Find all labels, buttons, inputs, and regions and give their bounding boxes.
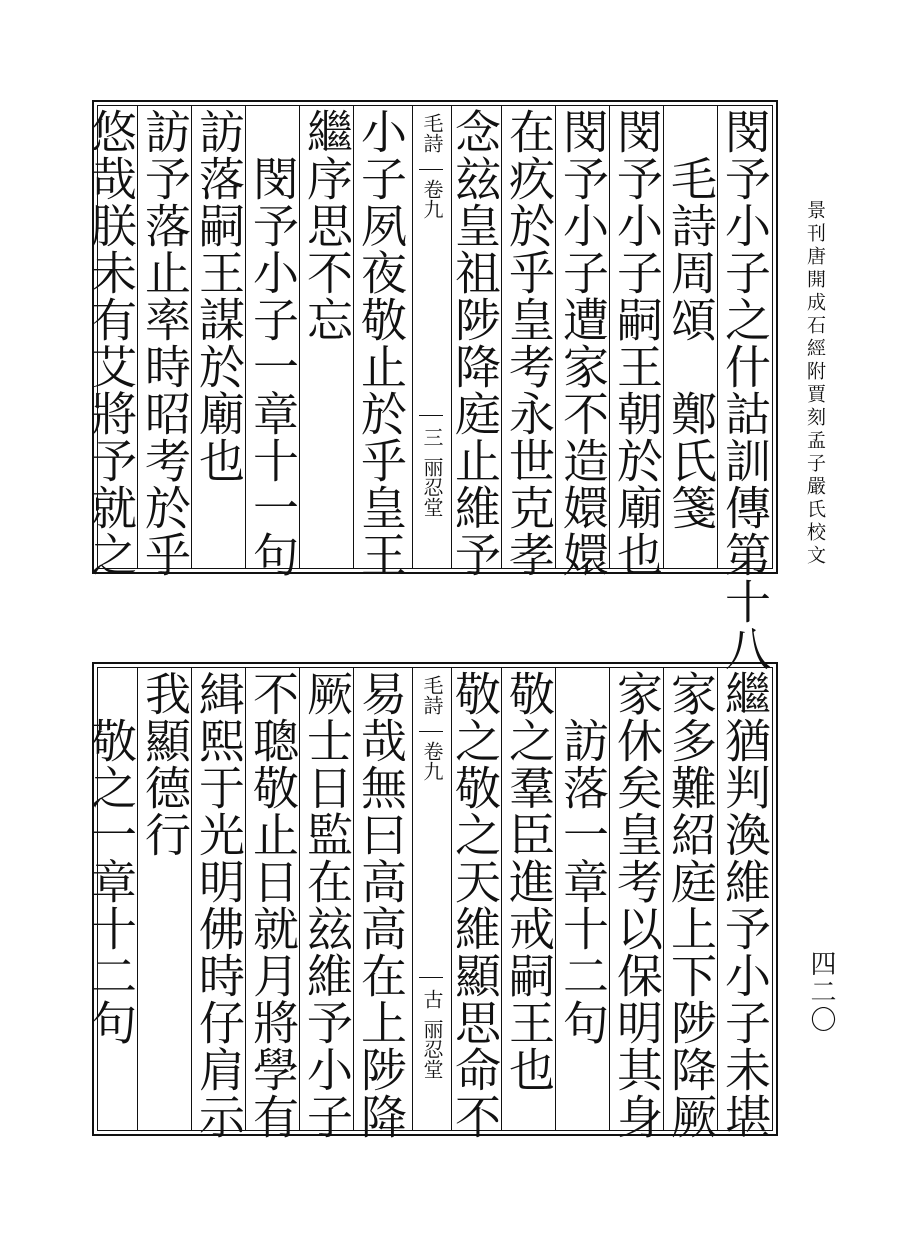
center-margin [412,105,452,569]
text-column: 不聰敬止日就月將學有 [246,670,300,1140]
text-column: 閔予小子遭家不造嬛嬛 [556,108,610,578]
margin-publisher: 丽忍堂 [420,1019,444,1079]
margin-volume: 卷九 [420,179,444,219]
text-column: 繼猶判渙維予小子未堪 [718,670,772,1140]
text-column: 閔予小子嗣王朝於廟也 [610,108,664,578]
text-column: 家多難紹庭上下陟降厥 [664,670,718,1140]
text-column: 訪予落止率時昭考於乎 [138,108,192,578]
text-column: 敬之羣臣進戒嗣王也 [502,670,556,1093]
margin-folio-number: 古 [420,989,444,1009]
text-column: 悠哉朕未有艾將予就之 [84,108,138,578]
text-column: 我顯德行 [138,670,192,858]
center-margin [412,667,452,1131]
margin-folio-number: 三 [420,427,444,447]
text-column: 緝熙于光明佛時仔肩示 [192,670,246,1140]
text-column: 厥士日監在玆維予小子 [300,670,354,1140]
text-column: 繼序思不忘 [300,108,354,343]
text-column: 敬之一章十二句 [84,670,138,1046]
text-column: 毛詩周頌 鄭氏箋 [664,108,718,531]
text-column: 訪落嗣王謀於廟也 [192,108,246,484]
page-number: 四二〇 [806,950,836,1034]
text-column: 小子夙夜敬止於乎皇王 [354,108,408,578]
text-column: 易哉無曰高高在上陟降 [354,670,408,1140]
margin-book-title: 毛詩 [420,113,444,153]
book-series-title: 景刊唐開成石經附賈刻孟子嚴氏校文 [804,200,826,568]
margin-volume: 卷九 [420,741,444,781]
bottom-text-panel [84,662,778,1140]
text-column: 在疚於乎皇考永世克孝 [502,108,556,578]
text-column: 閔予小子之什詁訓傳第十八 [718,108,772,672]
text-column: 閔予小子一章十一句 [246,108,300,578]
margin-publisher: 丽忍堂 [420,457,444,517]
text-column: 家休矣皇考以保明其身 [610,670,664,1140]
top-text-panel [84,100,778,672]
text-column: 念玆皇祖陟降庭止維予 [448,108,502,578]
text-column: 敬之敬之天維顯思命不 [448,670,502,1140]
margin-book-title: 毛詩 [420,675,444,715]
text-column: 訪落一章十二句 [556,670,610,1046]
